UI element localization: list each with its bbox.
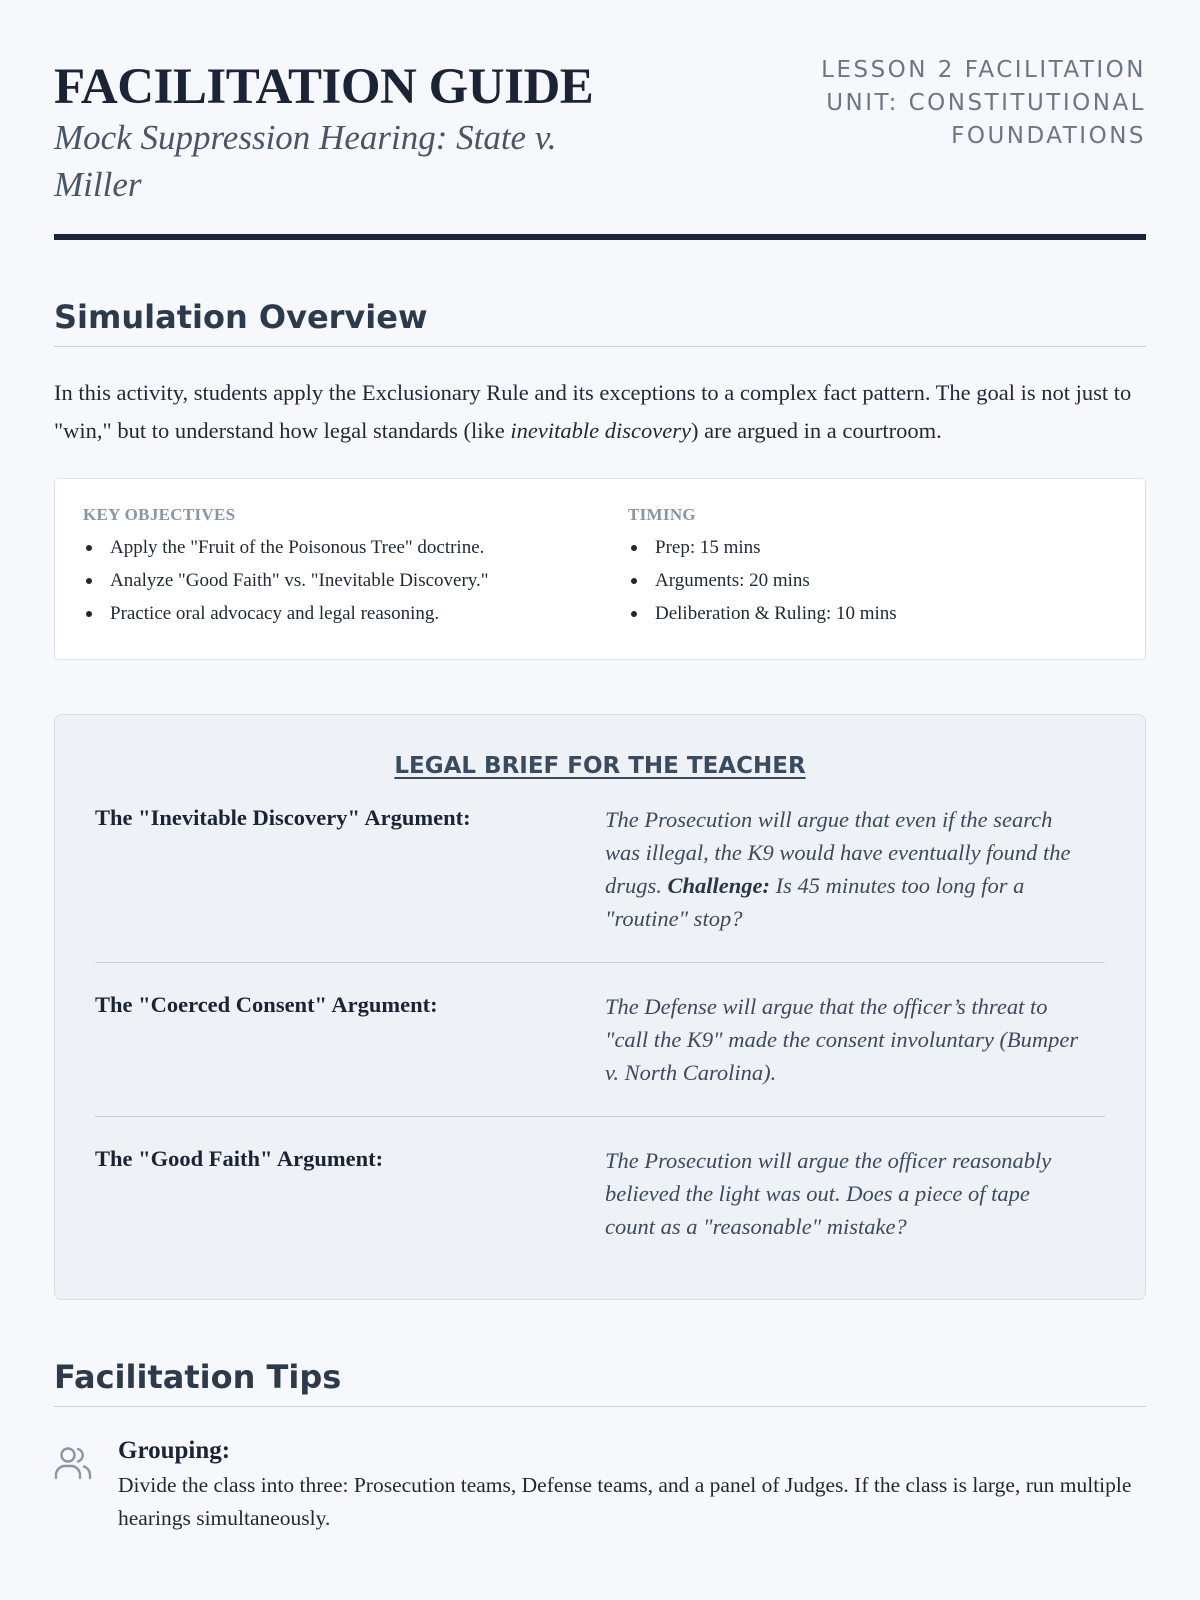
argument-label: The "Coerced Consent" Argument:	[95, 992, 438, 1017]
legal-brief-box	[54, 714, 1146, 1300]
argument-text: The Prosecution will argue that even if the search was illegal, the K9 would have eventually found the drugs.	[605, 807, 1071, 898]
document-title: FACILITATION GUIDE	[54, 59, 594, 115]
argument-text-after: Is 45 minutes too long for a "routine" stop?	[605, 873, 1025, 931]
tip-text: Divide the class into three: Prosecution teams, Defense teams, and a panel of Judges. If the class is large, run multiple hearings simultaneously.	[118, 1473, 1132, 1530]
argument-strong: Challenge:	[667, 873, 771, 898]
lesson-meta	[816, 54, 1146, 153]
tip-item	[54, 1437, 1146, 1535]
objectives-card	[54, 478, 1146, 660]
list-item: Arguments: 20 mins	[628, 564, 1108, 597]
overview-heading: Simulation Overview	[54, 298, 1146, 347]
argument-text: The Defense will argue that the officer’s threat to "call the K9" made the consent involuntary (Bumper v. North Carolina).	[605, 994, 1079, 1085]
objectives-column	[83, 505, 628, 633]
timing-column	[628, 505, 1108, 633]
tip-body	[118, 1437, 1146, 1535]
objectives-label: KEY OBJECTIVES	[83, 505, 236, 524]
overview-paragraph	[54, 374, 1146, 450]
users-icon	[54, 1437, 118, 1535]
argument-label: The "Good Faith" Argument:	[95, 1146, 384, 1171]
legal-brief-title: LEGAL BRIEF FOR THE TEACHER	[394, 753, 806, 779]
overview-text-start: In this activity, students apply the Exclusionary Rule and its exceptions to a complex fact pattern. The goal is not just to "win," but to understand how legal standards (like	[54, 380, 1132, 443]
list-item: Practice oral advocacy and legal reasoning.	[83, 597, 628, 630]
list-item: Apply the "Fruit of the Poisonous Tree" doctrine.	[83, 531, 628, 564]
argument-text: The Prosecution will argue the officer reasonably believed the light was out. Does a piece of tape count as a "reasonable" mistake?	[605, 1148, 1052, 1239]
argument-description	[605, 1144, 1085, 1243]
tip-heading: Grouping:	[118, 1437, 231, 1464]
list-item: Deliberation & Ruling: 10 mins	[628, 597, 1108, 630]
objectives-list	[83, 531, 628, 630]
meta-line: LESSON 2 FACILITATION	[821, 57, 1146, 83]
argument-description	[605, 803, 1085, 935]
header-divider	[54, 234, 1146, 240]
document-subtitle: Mock Suppression Hearing: State v. Miller	[54, 118, 557, 204]
timing-label: TIMING	[628, 505, 696, 524]
list-item: Analyze "Good Faith" vs. "Inevitable Discovery."	[83, 564, 628, 597]
list-item: Prep: 15 mins	[628, 531, 1108, 564]
argument-description	[605, 990, 1085, 1089]
overview-emphasis: inevitable discovery	[510, 418, 691, 443]
document-header	[54, 0, 1146, 242]
timing-list	[628, 531, 1108, 630]
brief-row	[95, 990, 1105, 1117]
meta-line: FOUNDATIONS	[951, 123, 1146, 149]
overview-text-end: ) are argued in a courtroom.	[690, 418, 942, 443]
brief-row	[95, 803, 1105, 963]
brief-row	[95, 1144, 1105, 1270]
meta-line: UNIT: CONSTITUTIONAL	[826, 90, 1146, 116]
tips-heading: Facilitation Tips	[54, 1358, 1146, 1407]
argument-label: The "Inevitable Discovery" Argument:	[95, 805, 471, 830]
